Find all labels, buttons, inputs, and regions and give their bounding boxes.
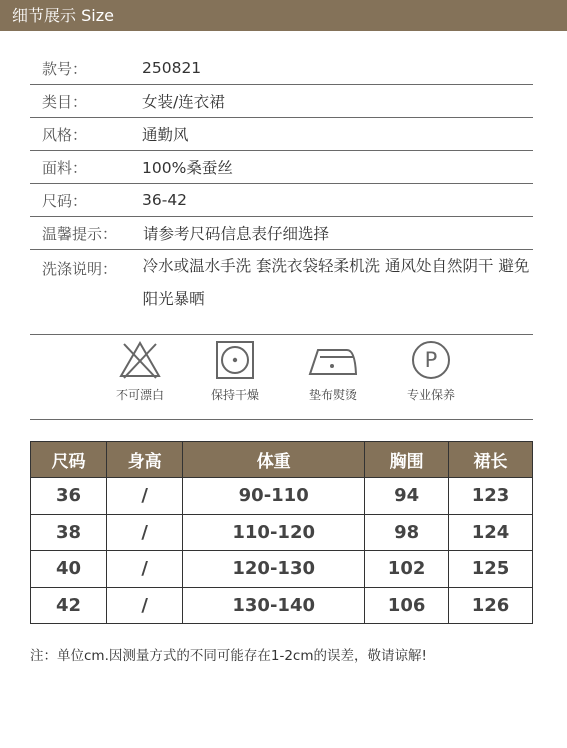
- detail-value: 请参考尺码信息表仔细选择: [143, 225, 330, 243]
- table-cell: 102: [365, 551, 449, 588]
- table-cell: 98: [365, 514, 449, 551]
- tumble-dry-icon: [213, 340, 257, 380]
- detail-row-tip: [30, 217, 533, 250]
- section-title: 细节展示 Size: [12, 6, 114, 25]
- header-size: 尺码: [31, 442, 107, 478]
- care-icons: [30, 330, 533, 420]
- table-cell: 120-130: [183, 551, 365, 588]
- detail-value: 36-42: [142, 191, 188, 209]
- table-cell: 38: [31, 514, 107, 551]
- detail-row-washing: [30, 250, 533, 335]
- table-cell: 42: [31, 587, 107, 624]
- detail-value: 女装/连衣裙: [142, 93, 225, 111]
- table-cell: 106: [365, 587, 449, 624]
- care-label: 专业保养: [406, 388, 455, 402]
- table-row: [31, 587, 533, 624]
- table-cell: 36: [31, 478, 107, 515]
- detail-value: 100%桑蚕丝: [142, 159, 233, 177]
- table-cell: 123: [449, 478, 533, 515]
- detail-row-size: [30, 184, 533, 217]
- care-item-professional: [386, 340, 476, 403]
- care-item-dry: [190, 340, 280, 403]
- header-length: 裙长: [449, 442, 533, 478]
- table-cell: 40: [31, 551, 107, 588]
- care-label: 垫布熨烫: [308, 388, 357, 402]
- professional-clean-icon: [409, 340, 453, 380]
- table-row: [31, 514, 533, 551]
- table-row: [31, 478, 533, 515]
- detail-value: 冷水或温水手洗 套洗衣袋轻柔机洗 通风处自然阴干 避免阳光暴晒: [142, 257, 530, 308]
- table-cell: 126: [449, 587, 533, 624]
- detail-label: 款号：: [42, 59, 88, 78]
- table-cell: 110-120: [183, 514, 365, 551]
- header-weight: 体重: [183, 442, 365, 478]
- header-height: 身高: [107, 442, 183, 478]
- detail-row-style-number: [30, 52, 533, 85]
- svg-text:P: P: [424, 348, 438, 372]
- detail-row-style: [30, 118, 533, 151]
- care-item-no-bleach: [95, 340, 185, 403]
- detail-row-fabric: [30, 151, 533, 184]
- detail-label: 类目：: [42, 92, 88, 111]
- table-cell: /: [107, 514, 183, 551]
- iron-icon: [305, 340, 361, 380]
- section-header: [0, 0, 567, 31]
- detail-label: 尺码：: [42, 191, 88, 210]
- table-cell: /: [107, 587, 183, 624]
- detail-label: 面料：: [42, 158, 88, 177]
- table-cell: 130-140: [183, 587, 365, 624]
- care-label: 不可漂白: [115, 388, 164, 402]
- table-cell: /: [107, 551, 183, 588]
- product-details: [30, 52, 533, 335]
- table-cell: /: [107, 478, 183, 515]
- no-bleach-icon: [118, 340, 162, 380]
- header-bust: 胸围: [365, 442, 449, 478]
- table-cell: 125: [449, 551, 533, 588]
- detail-label: 洗涤说明：: [42, 260, 118, 278]
- size-table-header: [31, 442, 533, 478]
- measurement-note: 注：单位cm.因测量方式的不同可能存在1-2cm的误差，敬请谅解!: [30, 648, 427, 664]
- table-cell: 124: [449, 514, 533, 551]
- care-label: 保持干燥: [210, 388, 259, 402]
- table-row: [31, 551, 533, 588]
- table-cell: 90-110: [183, 478, 365, 515]
- detail-value: 250821: [142, 59, 202, 77]
- detail-label: 风格：: [42, 125, 88, 144]
- care-item-iron: [288, 340, 378, 403]
- detail-value: 通勤风: [142, 126, 189, 144]
- table-cell: 94: [365, 478, 449, 515]
- size-table: [30, 441, 533, 624]
- detail-row-category: [30, 85, 533, 118]
- detail-label: 温馨提示：: [42, 224, 118, 243]
